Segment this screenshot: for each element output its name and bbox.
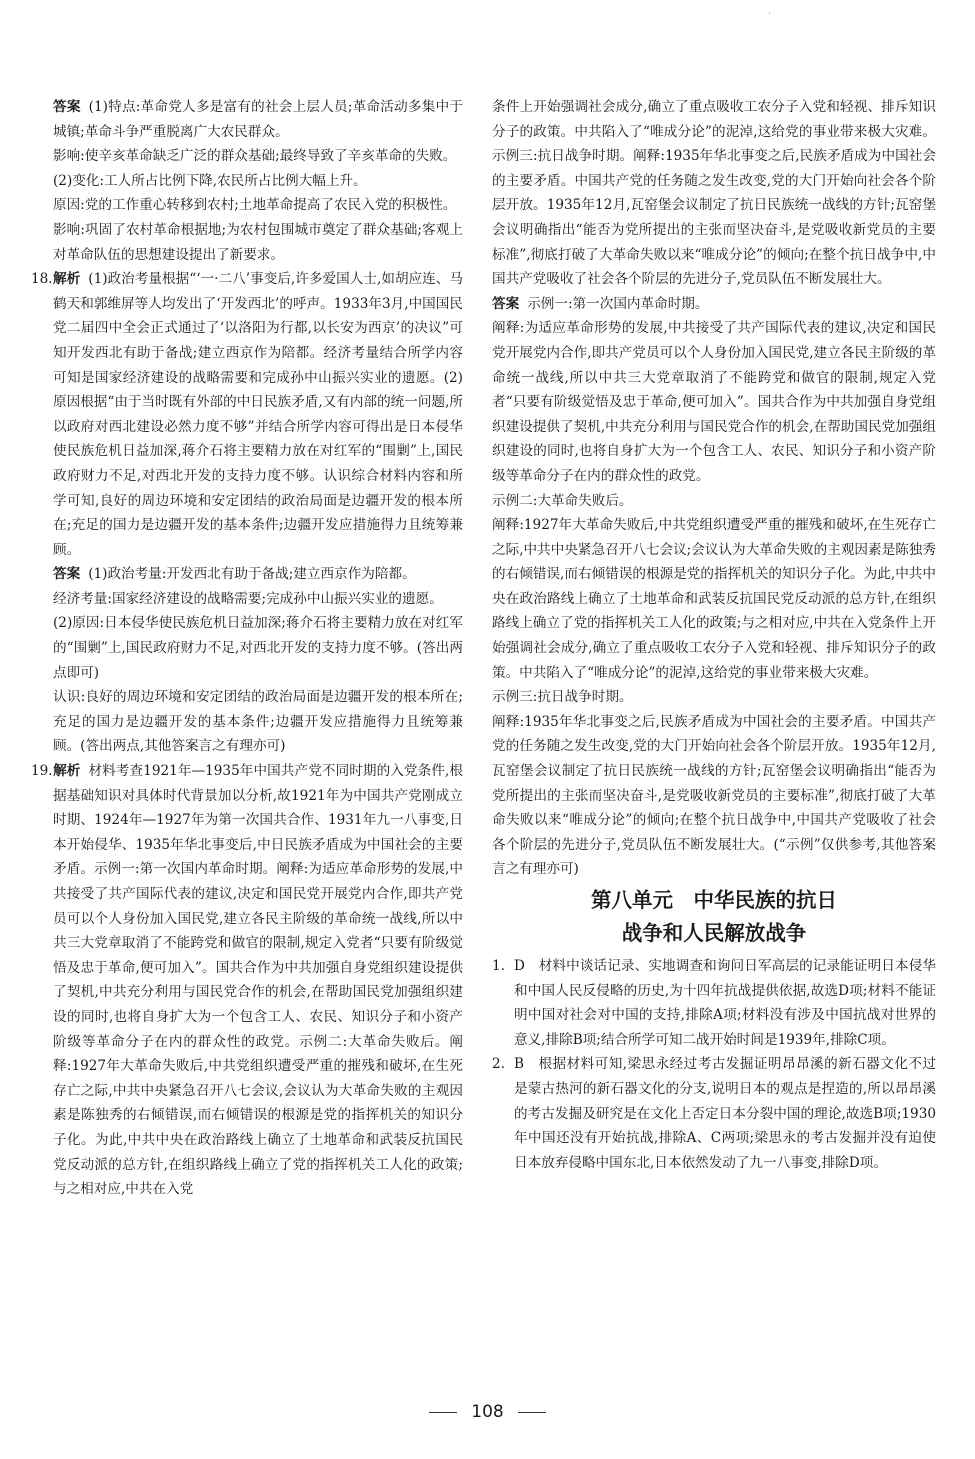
analysis-label: 解析 [53, 271, 81, 288]
unit-heading-line2: 战争和人民解放战争 [621, 921, 807, 945]
q19-analysis-continued: 条件上开始强调社会成分,确立了重点吸收工农分子入党和轻视、排斥知识分子的政策。中共陷入了“唯成分论”的泥淖,这给党的事业带来极大灾难。示例三:抗日战争时期。阐释:1935年华北事变之后,民族矛盾成为中国社会的主要矛盾。中国共产党的任务随之发生改变,党的大门开始向社会各个阶层开放。1935年12月,瓦窑堡会议制定了抗日民族统一战线的方针;瓦窑堡会议明确指出“能否为党所提出的主张而坚决奋斗,是党吸收新党员的主要标准”,彻底打破了大革命失败以来“唯成分论”的倾向;在整个抗日战争中,中国共产党吸收了社会各个阶层的先进分子,党员队伍不断发展壮大。 [492, 99, 936, 288]
q18-answer-p1: 答案 (1)政治考量:开发西北有助于备战;建立西京作为陪都。 [53, 566, 416, 583]
q17-answer-p2: 影响:使辛亥革命缺乏广泛的群众基础;最终导致了辛亥革命的失败。 [53, 148, 457, 165]
answer-label: 答案 [53, 99, 81, 115]
question-number: 18. [31, 271, 53, 288]
q19-answer-example3-title: 示例三:抗日战争时期。 [492, 689, 633, 706]
q17-answer-p3: (2)变化:工人所占比例下降,农民所占比例大幅上升。 [53, 172, 367, 189]
corner-mark: · [768, 9, 772, 20]
q19-analysis: 19.解析 材料考查1921年—1935年中国共产党不同时期的入党条件,根据基础知识对具体时代背景加以分析,故1921年为中国共产党刚成立时期、1924年—1927年为第一次国共合作、1931年九一八事变,日本开始侵华、1935年华北事变后,中日民族矛盾成为中国社会的主要矛盾。示例一:第一次国内革命时期。阐释:为适应革命形势的发展,中共接受了共产国际代表的建议,决定和国民党开展党内合作,即共产党员可以个人身份加入国民党,建立各民主阶级的革命统一战线,所以中共三大党章取消了不能跨党和做官的限制,规定入党者“只要有阶级觉悟及忠于革命,便可加入”。国共合作为中共加强自身党组织建设提供了契机,中共充分利用与国民党合作的机会,在帮助国民党加强组织建设的同时,也将自身扩大为一个包含工人、农民、知识分子和小资产阶级等革命分子在内的群众性的政党。示例二:大革命失败后。阐释:1927年大革命失败后,中共党组织遭受严重的摧残和破坏,在生死存亡之际,中共中央紧急召开八七会议,会议认为大革命失败的主观因素是陈独秀的右倾错误,而右倾错误的根源是党的指挥机关的知识分子化。为此,中共中央在政治路线上确立了土地革命和武装反抗国民党反动派的总方针,在组织路线上确立了党的指挥机关工人化的政策;与之相对应,中共在入党 [31, 759, 463, 1202]
left-column [31, 95, 463, 1202]
answer-label: 答案 [492, 295, 520, 312]
q1-answer: 1. D 材料中谈话记录、实地调查和询问日军高层的记录能证明日本侵华和中国人民反侵略的历史,为十四年抗战提供依据,故选D项;材料不能证明中国对社会对中国的支持,排除A项;材料没有涉及中国抗战对世界的意义,排除B项;结合所学可知二战开始时间是1939年,排除C项。 [492, 954, 936, 1052]
question-number: 2. [492, 1056, 505, 1073]
q18-answer-p3: (2)原因:日本侵华使民族危机日益加深;蒋介石将主要精力放在对红军的“围剿”上,国民政府财力不足,对西北开发的支持力度不够。(答出两点即可) [53, 615, 463, 681]
q18-answer-p2: 经济考量:国家经济建设的战略需要;完成孙中山振兴实业的遗愿。 [53, 590, 443, 607]
unit-heading-line1: 第八单元 中华民族的抗日 [591, 888, 837, 912]
right-column [492, 95, 936, 1175]
q19-answer-example2: 阐释:1927年大革命失败后,中共党组织遭受严重的摧残和破坏,在生死存亡之际,中共中央紧急召开八七会议;会议认为大革命失败的主观因素是陈独秀的右倾错误,而右倾错误的根源是党的指挥机关的知识分子化。为此,中共中央在政治路线上确立了土地革命和武装反抗国民党反动派的总方针,在组织路线上确立了党的指挥机关工人化的政策;与之相对应,中共在入党条件上开始强调社会成分,确立了重点吸收工农分子入党和轻视、排斥知识分子的政策。中共陷入了“唯成分论”的泥淖,这给党的事业带来极大灾难。 [492, 517, 936, 681]
q17-answer-p4: 原因:党的工作重心转移到农村;土地革命提高了农民入党的积极性。 [53, 197, 457, 214]
page-number [0, 1402, 975, 1422]
q19-answer-example3: 阐释:1935年华北事变之后,民族矛盾成为中国社会的主要矛盾。中国共产党的任务随之发生改变,党的大门开始向社会各个阶层开放。1935年12月,瓦窑堡会议制定了抗日民族统一战线的方针;瓦窑堡会议明确指出“能否为党所提出的主张而坚决奋斗,是党吸收新党员的主要标准”,彻底打破了大革命失败以来“唯成分论”的倾向;在整个抗日战争中,中国共产党吸收了社会各个阶层的先进分子,党员队伍不断发展壮大。(“示例”仅供参考,其他答案言之有理亦可) [492, 713, 936, 878]
q18-analysis: 18.解析 (1)政治考量根据“‘一·二八’事变后,许多爱国人士,如胡应连、马鹤天和郭维屏等人均发出了‘开发西北’的呼声。1933年3月,中国国民党二届四中全会正式通过了‘以洛阳为行都,以长安为西京’的决议”可知开发西北有助于备战;建立西京作为陪都。经济考量结合所学内容可知是国家经济建设的战略需要和完成孙中山振兴实业的遗愿。(2)原因根据“由于当时既有外部的中日民族矛盾,又有内部的统一问题,所以政府对西北建设必然力度不够”并结合所学内容可得出是日本侵华使民族危机日益加深,蒋介石将主要精力放在对红军的“围剿”上,国民政府财力不足,对西北开发的支持力度不够。认识综合材料内容和所学可知,良好的周边环境和安定团结的政治局面是边疆开发的根本所在;充足的国力是边疆开发的基本条件;边疆开发应措施得力且统筹兼顾。 [31, 267, 463, 562]
q19-answer-example1: 阐释:为适应革命形势的发展,中共接受了共产国际代表的建议,决定和国民党开展党内合作,即共产党员可以个人身份加入国民党,建立各民主阶级的革命统一战线,所以中共三大党章取消了不能跨党和做官的限制,规定入党者“只要有阶级觉悟及忠于革命,便可加入”。国共合作为中共加强自身党组织建设提供了契机,中共充分利用与国民党合作的机会,在帮助国民党加强组织建设的同时,也将自身扩大为一个包含工人、农民、知识分子和小资产阶级等革命分子在内的群众性的政党。 [492, 320, 936, 484]
question-number: 19. [31, 763, 53, 780]
q18-answer-p4: 认识:良好的周边环境和安定团结的政治局面是边疆开发的根本所在;充足的国力是边疆开发的基本条件;边疆开发应措施得力且统筹兼顾。(答出两点,其他答案言之有理亦可) [53, 689, 463, 755]
analysis-label: 解析 [53, 763, 81, 780]
q2-answer: 2. B 根据材料可知,梁思永经过考古发掘证明昂昂溪的新石器文化不过是蒙古热河的新石器文化的分支,说明日本的观点是捏造的,所以昂昂溪的考古发掘及研究是在文化上否定日本分裂中国的理论,故选B项;1930年中国还没有开始抗战,排除A、C两项;梁思永的考古发掘并没有迫使日本放弃侵略中国东北,日本依然发动了九一八事变,排除D项。 [492, 1052, 936, 1175]
q19-answer-example1-title: 答案 示例一:第一次国内革命时期。 [492, 295, 709, 312]
answer-label: 答案 [53, 566, 81, 583]
question-number: 1. [492, 958, 505, 974]
unit-heading [492, 884, 936, 950]
page-number-dash-right [518, 1412, 546, 1413]
page-number-dash-left [429, 1412, 457, 1413]
q19-answer-example2-title: 示例二:大革命失败后。 [492, 492, 633, 509]
q17-answer-p1: 答案 (1)特点:革命党人多是富有的社会上层人员;革命活动多集中于城镇;革命斗争严重脱离广大农民群众。 [53, 99, 463, 140]
q17-answer-p5: 影响:巩固了农村革命根据地;为农村包围城市奠定了群众基础;客观上对革命队伍的思想建设提出了新要求。 [53, 221, 463, 263]
page-number-text: 108 [471, 1402, 504, 1422]
